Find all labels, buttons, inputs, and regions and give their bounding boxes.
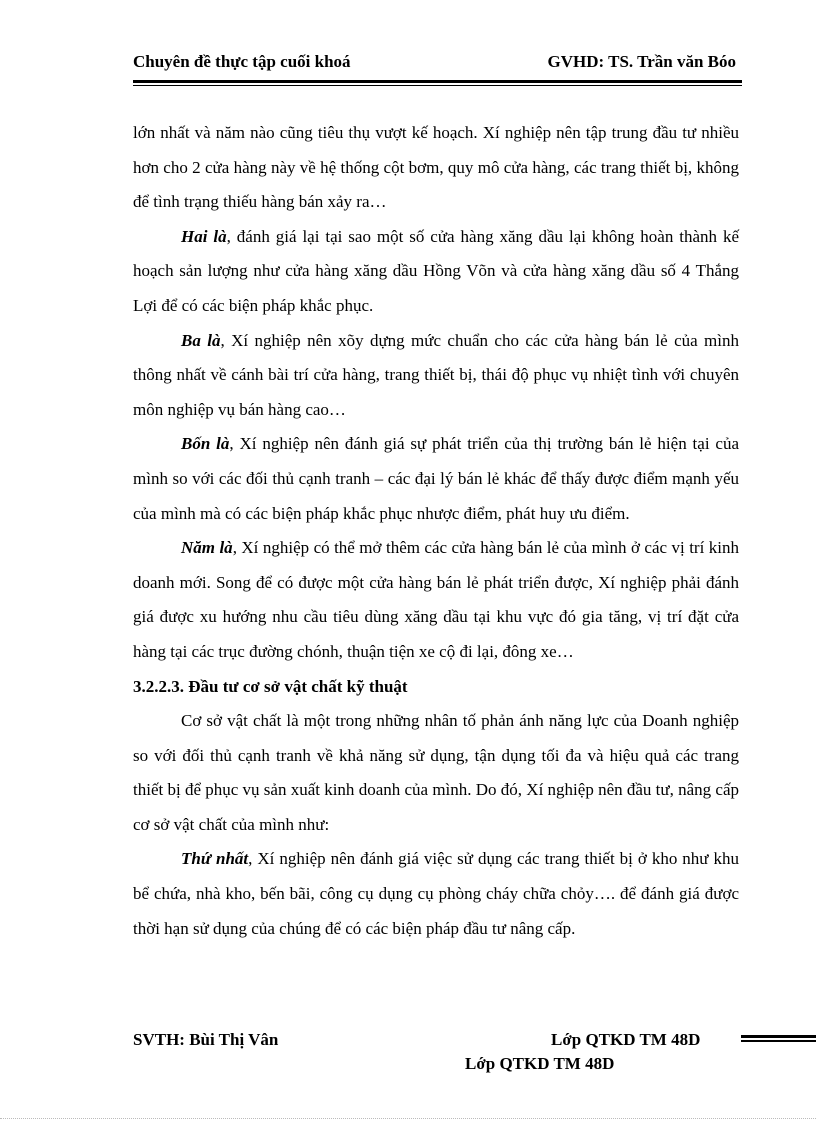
footer-class: Lớp QTKD TM 48D <box>551 1030 701 1049</box>
text-thu-nhat: , Xí nghiệp nên đánh giá việc sử dụng các trang thiết bị ở kho như khu bể chứa, nhà kho, bến bãi, công cụ dụng cụ phòng cháy chữa chỏy…. để đánh giá được thời hạn sử dụng của chúng để có các biện pháp đầu tư nâng cấp. <box>133 849 740 938</box>
paragraph-hai-la <box>133 220 739 324</box>
page-header <box>133 52 736 78</box>
text-hai-la: , đánh giá lại tại sao một số cửa hàng xăng dầu lại không hoàn thành kế hoạch sản lượng như cửa hàng xăng dầu Hồng Võn và cửa hàng xăng dầu số 4 Thắng Lợi để có các biện pháp khắc phục. <box>133 226 740 315</box>
paragraph-co-so-vat-chat: Cơ sở vật chất là một trong những nhân tố phản ánh năng lực của Doanh nghiệp so với đối thủ cạnh tranh về khả năng sử dụng, tận dụng tối đa và hiệu quả các trang thiết bị để phục vụ sản xuất kinh doanh của mình. Do đó, Xí nghiệp nên đầu tư, nâng cấp cơ sở vật chất của mình như: <box>133 711 739 834</box>
footer-student: SVTH: Bùi Thị Vân <box>133 1030 279 1049</box>
paragraph-thu-nhat <box>133 842 739 946</box>
lead-ba-la: Ba là <box>181 330 221 350</box>
text-ba-la: , Xí nghiệp nên xõy dựng mức chuẩn cho các cửa hàng bán lẻ của mình thông nhất về cánh bài trí cửa hàng, trang thiết bị, thái độ phục vụ nhiệt tình với chuyên môn nghiệp vụ bán hàng cao… <box>133 330 740 419</box>
text-nam-la: , Xí nghiệp có thể mở thêm các cửa hàng bán lẻ của mình ở các vị trí kinh doanh mới. Song để có được một cửa hàng bán lẻ phát triển được, Xí nghiệp phải đánh giá được xu hướng nhu cầu tiêu dùng xăng dầu tại khu vực đó gia tăng, vị trí đặt cửa hàng tại các trục đường chónh, thuận tiện xe cộ đi lại, đông xe… <box>133 538 739 661</box>
footer-rule-thick <box>741 1035 816 1038</box>
lead-bon-la: Bốn là <box>181 434 230 454</box>
document-body <box>133 116 739 946</box>
footer-class-repeat: Lớp QTKD TM 48D <box>465 1054 615 1073</box>
page-bottom-dotted-line <box>0 1118 816 1119</box>
paragraph-continuation: lớn nhất và năm nào cũng tiêu thụ vượt kế hoạch. Xí nghiệp nên tập trung đầu tư nhiều hơn cho 2 cửa hàng này về hệ thống cột bơm, quy mô cửa hàng, các trang thiết bị, không để tình trạng thiếu hàng bán xảy ra… <box>133 123 739 212</box>
footer-rule-thin <box>741 1040 816 1042</box>
lead-hai-la: Hai là <box>181 226 227 246</box>
header-rule-thin <box>133 85 742 86</box>
page-footer <box>133 1030 816 1090</box>
paragraph-bon-la <box>133 427 739 531</box>
paragraph-ba-la <box>133 324 739 428</box>
header-title: Chuyên đề thực tập cuối khoá <box>133 52 351 71</box>
lead-nam-la: Năm là <box>181 538 233 558</box>
section-heading: 3.2.2.3. Đầu tư cơ sở vật chất kỹ thuật <box>133 676 408 696</box>
text-bon-la: , Xí nghiệp nên đánh giá sự phát triển của thị trường bán lẻ hiện tại của mình so với các đối thủ cạnh tranh – các đại lý bán lẻ khác để thấy được điểm mạnh yếu của mình mà có các biện pháp khắc phục nhược điểm, phát huy ưu điểm. <box>133 434 739 523</box>
header-rule-thick <box>133 80 742 83</box>
header-supervisor: GVHD: TS. Trần văn Bóo <box>547 52 736 71</box>
lead-thu-nhat: Thứ nhất <box>181 849 249 869</box>
paragraph-nam-la <box>133 531 739 669</box>
